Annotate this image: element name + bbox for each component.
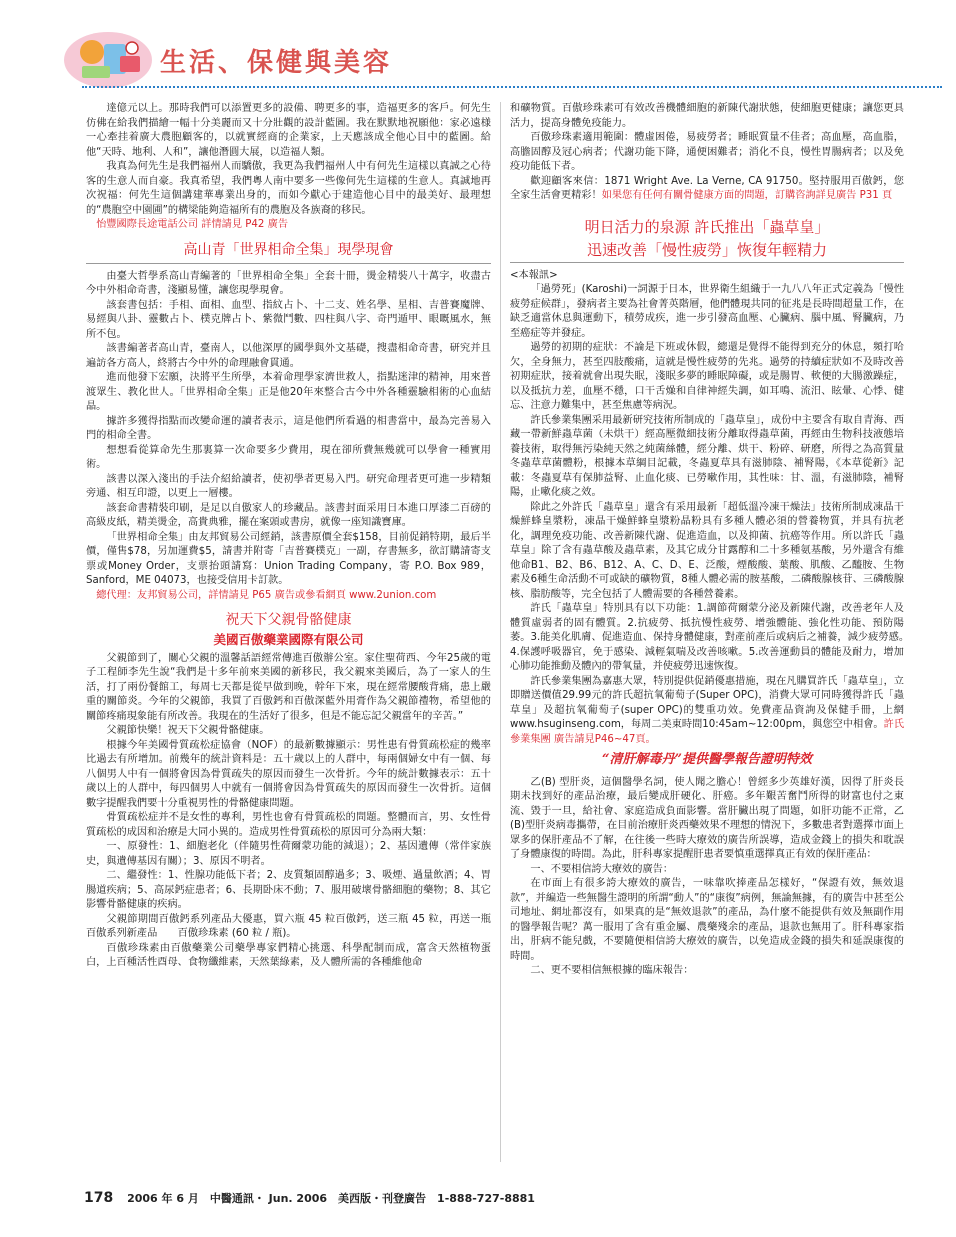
header-divider bbox=[82, 86, 942, 88]
paragraph: 骨質疏松症并不是女性的專利，男性也會有骨質疏松的問題。整體而言，男、女性骨質疏松的成因和治療是大同小異的。造成男性骨質疏松的原因可分為兩大類： bbox=[86, 812, 491, 838]
paragraph: 一、原發性：1、細胞老化（伴隨男性荷爾蒙功能的減退）；2、基因遺傳（常伴家族史，與遺傳基因有關）；3、原因不明者。 bbox=[86, 841, 491, 867]
paragraph: 根據今年美國骨質疏松症協會（NOF）的最新數據顯示：男性患有骨質疏松症的幾率比過去有所增加。前幾年的統計資料是：五十歲以上的人群中，每兩個婦女中有一個、每八個男人中有一個將會因為骨質疏失的原因而發生一次骨折。今年的統計數據表示：五十歲以上的人群中，每四個男人中就有一個將會因為骨質疏失的原因而發生一次骨折。這個數字提醒我們要十分重視男性的骨骼健康問題。 bbox=[86, 739, 491, 809]
spacer bbox=[510, 204, 904, 214]
article-title-line2: 迅速改善「慢性疲勞」恢復年輕精力 bbox=[586, 240, 827, 259]
paragraph: 父親節快樂！祝天下父親骨骼健康。 bbox=[106, 725, 270, 736]
ad-reference: 許氏參業集團 廣告請見P46~47頁。 bbox=[510, 719, 905, 745]
paragraph: 父親節到了，關心父親的溫馨話語經常傳進百傲辦公室。家住聖荷西、今年25歲的電子工程師李先生說“我們是十多年前來美國的新移民，我父親來美國后，為了一家人的生活，打了兩份餐館工，每周七天都是從早做到晚，幹年下來，現在經常腰酸背痛，患上嚴重的關節炎。今年的父親節，我買了百傲鈣和百傲深藍外用膏作為父親節禮物，希望他的關節疼痛現象能有所改善。我現在的生活好了很多，但是不能忘記父親當年的辛苦。” bbox=[86, 652, 491, 722]
paragraph: 達億元以上。那時我們可以添置更多的設備、聘更多的事，造福更多的客戶。何先生仿佛在給我們描繪一幅十分美麗而又十分壯觀的設計藍圖。我在默默地祝願他：家必遠様一心牽挂着廣大農胞顧客的，以就實經商的企業家，上天應該成全他心目中的藍圖。給他“天時、地利、人和”，讓他潛圓大展，以造福人類。 bbox=[86, 103, 491, 158]
page-header bbox=[62, 22, 942, 94]
footer-text: 2006 年 6 月 中醫通訊・ Jun. 2006 美西版・刊登廣告 1-888-727-8881 bbox=[127, 1192, 535, 1205]
paragraph: 二、更不要相信無根據的臨床報告： bbox=[530, 965, 694, 976]
header-illustration bbox=[62, 22, 154, 92]
paragraph: 想想看從算命先生那裏算一次命要多少費用，現在卻所費無幾就可以學會一種實用術。 bbox=[86, 444, 491, 470]
article-title: 高山青「世界相命全集」現學現會 bbox=[183, 241, 394, 258]
paragraph: 該書編著者高山青，臺南人，以他深厚的國學與外文基礎，搜盡相命奇書，研究并且遍訪各方高人，終將古今中外的命理融會貫通。 bbox=[86, 343, 491, 369]
credit-line: 總代理：友邦貿易公司，詳情請見 P65 廣告或參看網頁 www.2union.com bbox=[96, 589, 437, 601]
paragraph: 在市面上有很多誇大療效的廣告，一味靠吹捧產品怎樣好，“保證有效，無效退款”，并編造一些無醫生證明的所謂“動人”的“康復”病例，無論無據，有的廣告中甚至公司地址、網址都沒有，如果真的是“無效退款”的產品，為什麼不能提供有效及無副作用的醫學報告呢？萬一服用了含有重金屬、農藥殘余的產品，退款也無用了。肝科專家指出，肝病不能兒戲，不要隨便相信誇大療效的廣告，以免造成金錢的損失和延誤康復的時間。 bbox=[510, 878, 904, 962]
contact-highlight: 如果您有任何有關骨健康方面的問題，訂購咨詢詳見廣告 P31 頁 bbox=[601, 190, 893, 201]
page-number: 178 bbox=[84, 1190, 114, 1206]
credit-line: 怡豐國際長途電話公司 詳情請見 P42 廣告 bbox=[96, 219, 289, 230]
article-title: 祝天下父親骨骼健康 bbox=[225, 612, 352, 628]
paragraph: 百傲珍珠素適用範圍：體虛困倦，易疲勞者；睡眠質量不佳者；高血壓，高血脂，高膽固醇及冠心病者；代謝功能下降，通便困難者；消化不良，慢性胃腸病者；以及免疫功能低下者。 bbox=[510, 132, 904, 172]
paragraph: 「過勞死」(Karoshi)一詞源于日本，世界衛生組織于一九八八年正式定義為「慢性疲勞症候群」，發病者主要為社會菁英階層，他們體現共同的征兆是長時間超量工作，在缺乏適當休息與運動下，積勞成疾，進一步引發高血壓、心臟病、腦中風、腎臟病，乃至癌症等并發症。 bbox=[510, 284, 904, 339]
paragraph: 過勞的初期的症狀：不論是下班或休假，總還是覺得不能得到充分的休息，頻打哈欠，全身無力，甚至四肢酸痛，這就是慢性疲勞的先兆。過勞的持續症狀如不及時改善初期症狀，接着就會出現失眠，淺眠多夢的睡眠障礙，或是腸胃、軟便的大腸激躁症，以及抵抗力差，血壓不穩，口干舌燥和自律神經失調，如耳鳴、流汨、眩暈、心悸、健忘、注意力難集中，甚至焦慮等病況。 bbox=[510, 342, 904, 411]
article-title: “清肝解毒丹”提供醫學報告證明特效 bbox=[602, 752, 812, 767]
paragraph: 和礦物質。百傲珍珠素可有效改善機體細胞的新陳代謝狀態，使細胞更健康；讓您更具活力，提高身體免疫能力。 bbox=[510, 103, 904, 129]
paragraph: 該套命書精裝印刷，是足以自傲家人的珍藏品。該書封面采用日本進口厚漆二百磅的高級皮紙，精美燙金，高貴典雅，擺在案頭或書房，就像一座知識寶庫。 bbox=[86, 502, 491, 528]
paragraph: 該套書包括：手相、面相、血型、指紋占卜、十二支、姓名學、星相、吉普賽魔牌、易經與八卦、靈數占卜、樸克牌占卜、紫微鬥數、四柱與八字、奇門遁甲、眼嘅風水，無所不包。 bbox=[86, 299, 491, 340]
page-footer bbox=[84, 1190, 924, 1206]
title-underline bbox=[86, 263, 491, 264]
paragraph-text: 許氏參業集團為嘉惠大眾，特別提供促銷優惠措施，現在凡購買許氏「蟲草皇」，立即贈送價值29.99元的許氏超抗氧葡萄子(Super OPC)，消費大眾可同時獲得許氏「蟲草皇」及超抗氧葡萄子(super OPC)的雙重功效。免費產品資詢及保健手冊，上網www.hsuginseng.com，每周二美東時間10:45am~12:00pm，與您空中相會。 bbox=[510, 675, 904, 730]
article-subtitle: 美國百傲藥業國際有限公司 bbox=[213, 632, 364, 647]
right-column bbox=[510, 102, 915, 979]
paragraph: 許氏參業集團采用最新研究技術所制成的「蟲草皇」，成份中主要含有取自青海、西藏一帶新鮮蟲草菌（未烘干）經高壓微細技術分離取得蟲草菌，再經由生物科技液態培養技術，取得無污染純天然之純菌絲體，經分離、烘干、粉碎、研磨，所得之為高質量冬蟲草草菌體粉，根據本草綱目記載，冬蟲夏草具有滋肺陰、補腎陽，《本草從新》記載：冬蟲夏草有保肺益腎、止血化痰、已勞嗽作用，其性味：甘、溫，有滋肺陰，補腎陽，止嗽化痰之效。 bbox=[510, 414, 904, 498]
contact-text: 歡迎顧客來信：1871 Wright Ave. La Verne, CA 91750。堅持服用百傲鈣，您全家生活會更精彩！ bbox=[510, 175, 904, 201]
paragraph: 進而他發下宏願，決將平生所學，本着命理學家濟世救人，指點迷津的精神，用來普渡眾生、教化世人。「世界相命全集」正是他20年來整合古今中外各種靈驗相術的心血結晶。 bbox=[86, 372, 491, 412]
paragraph: 乙(B) 型肝炎，這個醫學名詞，使人聞之膽心！曾經多少英雄好漢，因得了肝炎長期未找到好的產品治療，最后變成肝硬化、肝癌。多年艱苦奮鬥所得的財富也付之東流、毀于一旦，給社會、家庭造成負面影響。當肝臟出現了問題，如肝功能不正常，乙(B)型肝炎病毒攜帶，在目前治療肝炎西藥效果不理想的情況下，多數患者對選擇市面上眾多的保肝產品不了解，在往後一些時大療效的廣告所誤導，造成金錢上的損失和耽誤了身體康復的時間。為此，肝科專家提醒肝患者要慎重選擇真正有效的保肝產品： bbox=[510, 776, 904, 860]
paragraph: 該書以深入淺出的手法介紹給讀者，使初學者更易入門。研究命理者更可進一步精類旁通、相互印證，以更上一層樓。 bbox=[86, 473, 491, 499]
paragraph: 一、不要相信誇大療效的廣告： bbox=[530, 863, 674, 875]
paragraph: 我真為何先生是我們福州人而驕傲，我更為我們福州人中有何先生這樣以真誠之心待客的生意人而自豪。我真希望，我們粵人南中要多一些像何先生這樣的生意人。真誠地再次祝福：何先生這個講建華專業出身的，而如今獻心于建造他心目中的最美好、最理想的“農胞空中園圃”的構梁能夠造福所有的農胞及各族裔的移民。 bbox=[86, 161, 491, 216]
column-divider bbox=[500, 102, 501, 1162]
paragraph bbox=[510, 675, 904, 748]
paragraph: 據許多獲得指點而改變命運的讀者表示，這是他們所看過的相書當中，最為完善易入門的相命全書。 bbox=[86, 415, 491, 441]
paragraph: 二、繼發性：1、性腺功能低下者；2、皮質類固醇過多；3、吸煙、過量飲酒；4、胃腸道疾病；5、高尿鈣症患者；6、長期卧床不動；7、服用破壞骨骼細胞的藥物；8、其它影響骨骼健康的疾病。 bbox=[86, 870, 491, 910]
section-title: 生活、保健與美容 bbox=[160, 48, 393, 78]
paragraph: 除此之外許氏「蟲草皇」還含有采用最新「超低溫冷凍干燥法」技術所制成凍晶干燥鮮蜂皇漿粉，凍晶干燥鮮蜂皇漿粉晶粉具有多種人體必須的營養物質，并具有抗老化，調理免疫功能、改善新陳代謝、促進造血，以及抑菌、抗癌等作用。所以許氏「蟲草皇」除了含有蟲草酸及蟲草素，及其它成分甘露醇和二十多種氨基酸，另外還含有維他命B1、B2、B6、B12、A、C、D、E、泛酸，煙酸酸、葉酸、肌酸、乙醯胺、生物素及6種生命活動不可或缺的礦物質，8種人體必需的胺基酸，二磷酸腺核苷、三磷酸腺核、脂肪酸等，完全包括了人體需要的各種營養素。 bbox=[510, 501, 904, 600]
article-title: 明日活力的泉源 許氏推出「蟲草皇」 bbox=[584, 217, 830, 236]
left-column bbox=[86, 102, 491, 971]
paragraph: 許氏「蟲草皇」特別具有以下功能：1.調節荷爾蒙分泌及新陳代謝，改善老年人及體質虛弱者的固有體質。2.抗疲勞、抵抗慢性疲勞、增強體能、強化性功能、預防陽萎。3.能美化肌膚、促進造血、保持身體健康，對產前產后或病后之補養，減少疲勞感。 4.保護呼吸器官，免于感染、減輕氣喘及改善咳嗽。5.改善運動員的體能及耐力，增加心肺功能推動及體內的帶氧量，并使疲勞迅速恢復。 bbox=[510, 603, 915, 672]
paragraph: 「世界相命全集」由友邦貿易公司經銷，該書原價全套$158，目前促銷特期，最后半價，僅售$78，另加運費$5，請書并附寄「吉普賽樸克」一副，存書無多，欲訂購請寄支票或Money Order，支票抬頭請寫：Union Trading Company，寄 P.O. Box 989，Sanford，ME 04073，也接受信用卡訂款。 bbox=[86, 531, 491, 586]
paragraph bbox=[510, 175, 904, 204]
title-underline bbox=[510, 262, 904, 263]
paragraph: 由臺大哲學系高山青編著的「世界相命全集」全套十冊，燙金精裝八十萬字，收盡古今中外相命奇書，淺顯易懂，讓您現學現會。 bbox=[86, 270, 491, 296]
paragraph: 父親節期間百傲鈣系列產品大優惠，買六瓶 45 粒百傲鈣，送三瓶 45 粒，再送一瓶百傲系列新產品 百傲珍珠素 (60 粒 / 瓶)。 bbox=[86, 913, 491, 939]
byline: <本報訊> bbox=[510, 269, 558, 281]
paragraph: 百傲珍珠素由百傲藥業公司藥學專家們精心挑選、科學配制而成，富含天然植物蛋白，上百種活性酉母、食物纖維素，天然葉綠素，及人體所需的各種維他命 bbox=[86, 942, 491, 968]
